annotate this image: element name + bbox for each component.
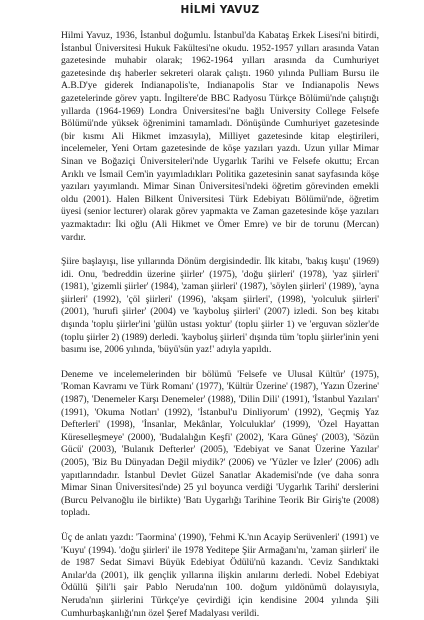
page-title: HİLMİ YAVUZ (180, 4, 260, 16)
document-page (61, 0, 379, 619)
biography-paragraph: Hilmi Yavuz, 1936, İstanbul doğumlu. İstanbul'da Kabataş Erkek Lisesi'ni bitirdi, İstanbul Üniversitesi Hukuk Fakültesi'ne okudu. 1952-1957 yılları arasında Vatan gazetesinde muhabir olarak; 1962-1964 yılları arasında da Cumhuriyet gazetesinde dış haberler sekreteri olarak çalıştı. 1960 yılında Pulliam Bursu ile A.B.D'ye giderek Indianapolis'te, Indianapolis Star ve Indianapolis News gazetelerinde görev yaptı. İngiltere'de BBC Radyosu Türkçe Bölümü'nde çalıştığı yıllarda (1964-1969) Londra Üniversitesi'ne bağlı University College Felsefe Bölümü'nde yüksek öğrenimini tamamladı. Dönüşünde Cumhuriyet gazetesinde (bir kısmı Ali Hikmet imzasıyla), Milliyet gazetesinde kitap eleştirileri, incelemeler, Yeni Ortam gazetesinde de köşe yazıları yazdı. Uzun yıllar Mimar Sinan ve Boğaziçi Üniversiteleri'nde Uygarlık Tarihi ve Felsefe okuttu; Ercan Arıklı ve İsmail Cem'in yayımladıkları Politika gazetesinin sanat sayfasında köşe yazıları yayımlandı. Mimar Sinan Üniversitesi'ndeki öğretim görevinden emekli oldu (2001). Halen Bilkent Üniversitesi Türk Edebiyatı Bölümü'nde, öğretim üyesi (senior lecturer) olarak görev yapmakta ve Zaman gazetesinde köşe yazıları yazmaktadır: İki oğlu (Ali Hikmet ve Ömer Emre) ve bir de torunu (Mercan) vardır. (61, 30, 379, 243)
narratives-paragraph: Üç de anlatı yazdı: 'Taormina' (1990), 'Fehmi K.'nın Acayip Serüvenleri' (1991) ve 'Kuyu' (1994). 'doğu şiirleri' ile 1978 Yeditepe Şiir Armağanı'nı, 'zaman şiirleri' ile de 1987 Sedat Simavi Büyük Edebiyat Ödülü'nü kazandı. 'Ceviz Sandıktaki Anılar'da (2001), ilk gençlik yıllarına ilişkin anılarını derledi. Nobel Edebiyat Ödüllü Şili'li şair Pablo Neruda'nın 100. doğum yıldönümü dolayısıyla, Neruda'nın şiirlerini Türkçe'ye çevirdiği için kendisine 2004 yılında Şili Cumhurbaşkanlığı'nın özel Şeref Madalyası verildi. (61, 531, 379, 619)
essays-paragraph: Deneme ve incelemelerinden bir bölümü 'Felsefe ve Ulusal Kültür' (1975), 'Roman Kavramı ve Türk Romanı' (1977), 'Kültür Üzerine' (1987), 'Yazın Üzerine' (1987), 'Denemeler Karşı Denemeler' (1988), 'Dilin Dili' (1991), 'İstanbul Yazıları' (1991), 'Okuma Notları' (1992), 'İstanbul'u Dinliyorum' (1992), 'Geçmiş Yaz Defterleri' (1998), 'İnsanlar, Mekânlar, Yolculuklar' (1999), 'Özel Hayattan Küreselleşmeye' (2000), 'Budalalığın Keşfi' (2002), 'Kara Güneş' (2003), 'Sözün Gücü' (2003), 'Bulanık Defterler' (2005), 'Edebiyat ve Sanat Üzerine Yazılar' (2005), 'Biz Bu Dünyadan Değil miydik?' (2006) ve 'Yüzler ve İzler' (2006) adlı yapıtlarındadır. İstanbul Devlet Güzel Sanatlar Akademisi'nde (ve daha sonra Mimar Sinan Üniversitesi'nde) 25 yıl boyunca verdiği 'Uygarlık Tarihi' derslerini (Burcu Pelvanoğlu ile birlikte) 'Batı Uygarlığı Tarihine Teorik Bir Giriş'te (2008) topladı. (61, 368, 379, 519)
poetry-paragraph: Şiire başlayışı, lise yıllarında Dönüm dergisindedir. İlk kitabı, 'bakış kuşu' (1969) idi. Onu, 'bedreddin üzerine şiirler' (1975), 'doğu şiirleri' (1978), 'yaz şiirleri' (1981), 'gizemli şiirler' (1984), 'zaman şiirleri' (1987), 'söylen şiirleri' (1989), 'ayna şiirleri' (1992), 'çöl şiirleri' (1996), 'akşam şiirleri', (1998), 'yolculuk şiirleri' (2001), 'hurufi şiirler' (2004) ve 'kayboluş şiirleri' (2007) izledi. Son beş kitabı dışında 'toplu şiirler'ini 'gülün ustası yoktur' (toplu şiirler 1) ve 'erguvan sözler'de (toplu şiirler 2) (1989) derledi. 'kayboluş şiirleri' dışında tüm 'toplu şiirler'inin yeni basımı ise, 2006 yılında, 'büyü'sün yaz!' adıyla yapıldı. (61, 256, 379, 356)
